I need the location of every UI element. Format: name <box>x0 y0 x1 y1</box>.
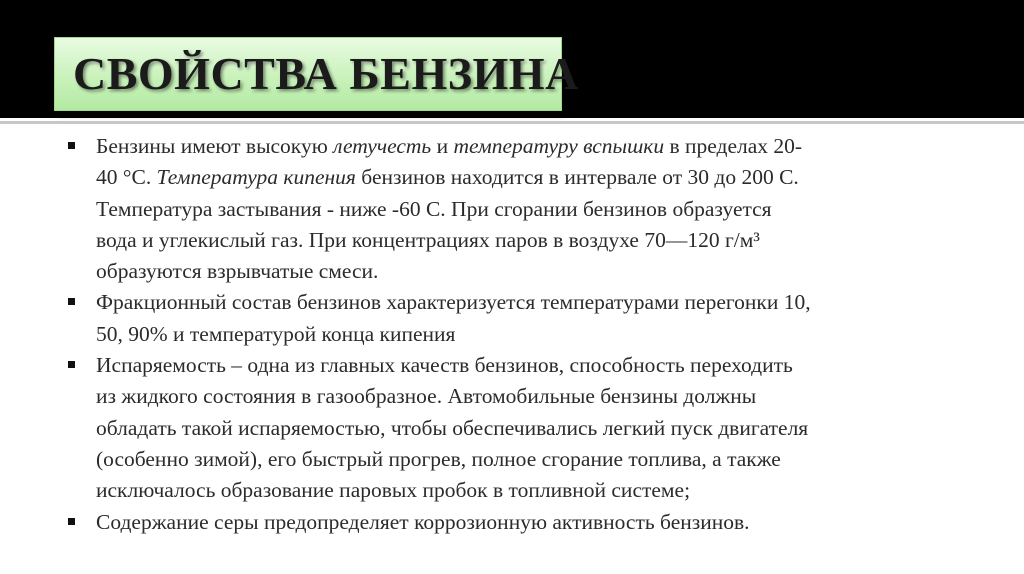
text-run: исключалось образование паровых пробок в топливной системе; <box>96 478 691 503</box>
bullet-text-line <box>96 381 956 412</box>
emphasized-term: летучесть <box>333 134 432 158</box>
bullet-text-line <box>96 162 956 193</box>
text-run: бензинов находится в интервале от 30 до 200 С. <box>355 165 799 190</box>
text-run: обладать такой испаряемостью, чтобы обеспечивались легкий пуск двигателя <box>96 415 809 440</box>
text-run: Фракционный состав бензинов характеризуется температурами перегонки 10, <box>96 290 811 315</box>
bullet-text-line <box>96 131 956 162</box>
bullet-text-line <box>96 413 956 444</box>
bullet-text-line <box>96 256 956 287</box>
text-run: в пределах 20- <box>664 134 803 158</box>
bullet-text-line <box>96 319 956 350</box>
bullet-text-line <box>96 507 956 538</box>
text-run: 40 °С. <box>96 165 157 190</box>
bullet-text-line <box>96 287 956 318</box>
text-run: из жидкого состояния в газообразное. Автомобильные бензины должны <box>96 384 757 409</box>
emphasized-term: температуру вспышки <box>453 134 665 158</box>
bullet-text-line <box>96 225 956 256</box>
text-run: Бензины имеют высокую <box>96 134 334 158</box>
text-run: (особенно зимой), его быстрый прогрев, полное сгорание топлива, а также <box>96 446 781 471</box>
title-divider <box>0 121 1024 124</box>
bullet-square-icon <box>68 518 75 525</box>
bullet-item <box>96 507 956 538</box>
bullet-item <box>96 287 956 350</box>
text-run: Испаряемость – одна из главных качеств бензинов, способность переходить <box>96 353 793 378</box>
bullet-text-line <box>96 444 956 475</box>
bullet-list <box>0 131 1024 538</box>
emphasized-term: Температура кипения <box>156 165 356 190</box>
text-run: 50, 90% и температурой конца кипения <box>96 321 456 346</box>
title-box <box>54 37 579 111</box>
bullet-square-icon <box>68 298 75 305</box>
text-run: и <box>431 134 454 158</box>
text-run: Содержание серы предопределяет коррозионную активность бензинов. <box>96 509 750 534</box>
bullet-text-line <box>96 194 956 225</box>
slide-title: СВОЙСТВА БЕНЗИНА <box>73 48 579 99</box>
text-run: вода и углекислый газ. При концентрациях паров в воздухе 70—120 г/м³ <box>96 227 760 252</box>
bullet-item <box>96 131 956 287</box>
bullet-text-line <box>96 475 956 506</box>
bullet-square-icon <box>68 142 75 149</box>
text-run: Температура застывания - ниже -60 С. При сгорании бензинов образуется <box>96 196 772 221</box>
bullet-square-icon <box>68 361 75 368</box>
bullet-text-line <box>96 350 956 381</box>
bullet-item <box>96 350 956 506</box>
text-run: образуются взрывчатые смеси. <box>96 259 379 284</box>
